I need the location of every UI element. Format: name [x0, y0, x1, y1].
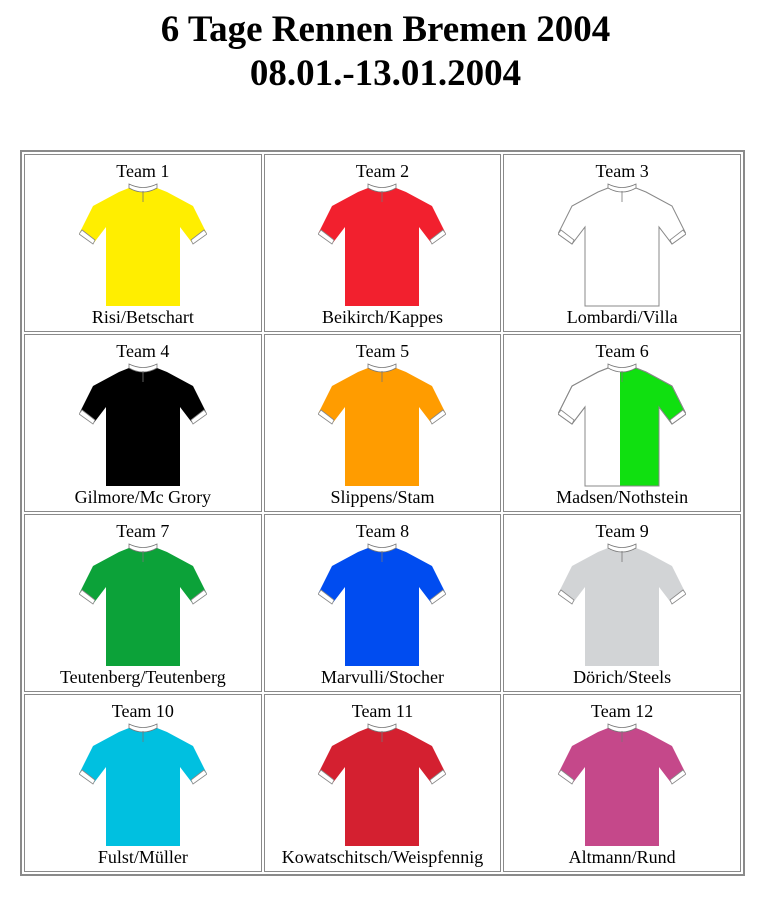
team-label: Team 2 — [355, 161, 410, 181]
team-riders: Beikirch/Kappes — [322, 307, 443, 327]
team-riders: Kowatschitsch/Weispfennig — [281, 847, 484, 867]
team-cell — [503, 694, 741, 872]
jersey-icon — [318, 722, 446, 848]
team-label: Team 1 — [116, 161, 170, 181]
page-header — [0, 0, 771, 96]
team-cell — [264, 694, 502, 872]
team-cell — [264, 514, 502, 692]
jersey-icon — [558, 182, 686, 308]
jersey-icon — [79, 362, 207, 488]
team-cell — [24, 334, 262, 512]
team-riders: Dörich/Steels — [573, 667, 672, 687]
team-riders: Marvulli/Stocher — [321, 667, 444, 687]
team-label: Team 4 — [116, 341, 170, 361]
jersey-icon — [558, 362, 686, 488]
team-riders: Madsen/Nothstein — [556, 487, 689, 507]
jersey-icon — [79, 182, 207, 308]
team-riders: Risi/Betschart — [91, 307, 194, 327]
team-label: Team 5 — [355, 341, 410, 361]
team-cell — [503, 334, 741, 512]
team-label: Team 10 — [111, 701, 174, 721]
team-cell — [24, 514, 262, 692]
jersey-icon — [558, 542, 686, 668]
jersey-icon — [79, 722, 207, 848]
team-riders: Slippens/Stam — [330, 487, 435, 507]
team-riders: Teutenberg/Teutenberg — [59, 667, 226, 687]
team-cell — [24, 694, 262, 872]
page-title: 6 Tage Rennen Bremen 2004 — [160, 9, 611, 50]
team-label: Team 7 — [116, 521, 170, 541]
team-riders: Fulst/Müller — [97, 847, 188, 867]
team-cell — [264, 154, 502, 332]
team-cell — [24, 154, 262, 332]
team-riders: Altmann/Rund — [568, 847, 676, 867]
teams-table — [20, 150, 745, 876]
team-label: Team 8 — [355, 521, 410, 541]
jersey-icon — [558, 722, 686, 848]
jersey-icon — [318, 182, 446, 308]
team-label: Team 6 — [595, 341, 649, 361]
jersey-icon — [318, 362, 446, 488]
team-cell — [503, 514, 741, 692]
jersey-icon — [318, 542, 446, 668]
team-label: Team 12 — [591, 701, 654, 721]
team-label: Team 3 — [595, 161, 649, 181]
team-label: Team 11 — [351, 701, 414, 721]
team-riders: Gilmore/Mc Grory — [74, 487, 212, 507]
jersey-icon — [79, 542, 207, 668]
team-cell — [264, 334, 502, 512]
event-dates: 08.01.-13.01.2004 — [249, 53, 522, 94]
team-cell — [503, 154, 741, 332]
team-riders: Lombardi/Villa — [566, 307, 678, 327]
team-label: Team 9 — [595, 521, 649, 541]
